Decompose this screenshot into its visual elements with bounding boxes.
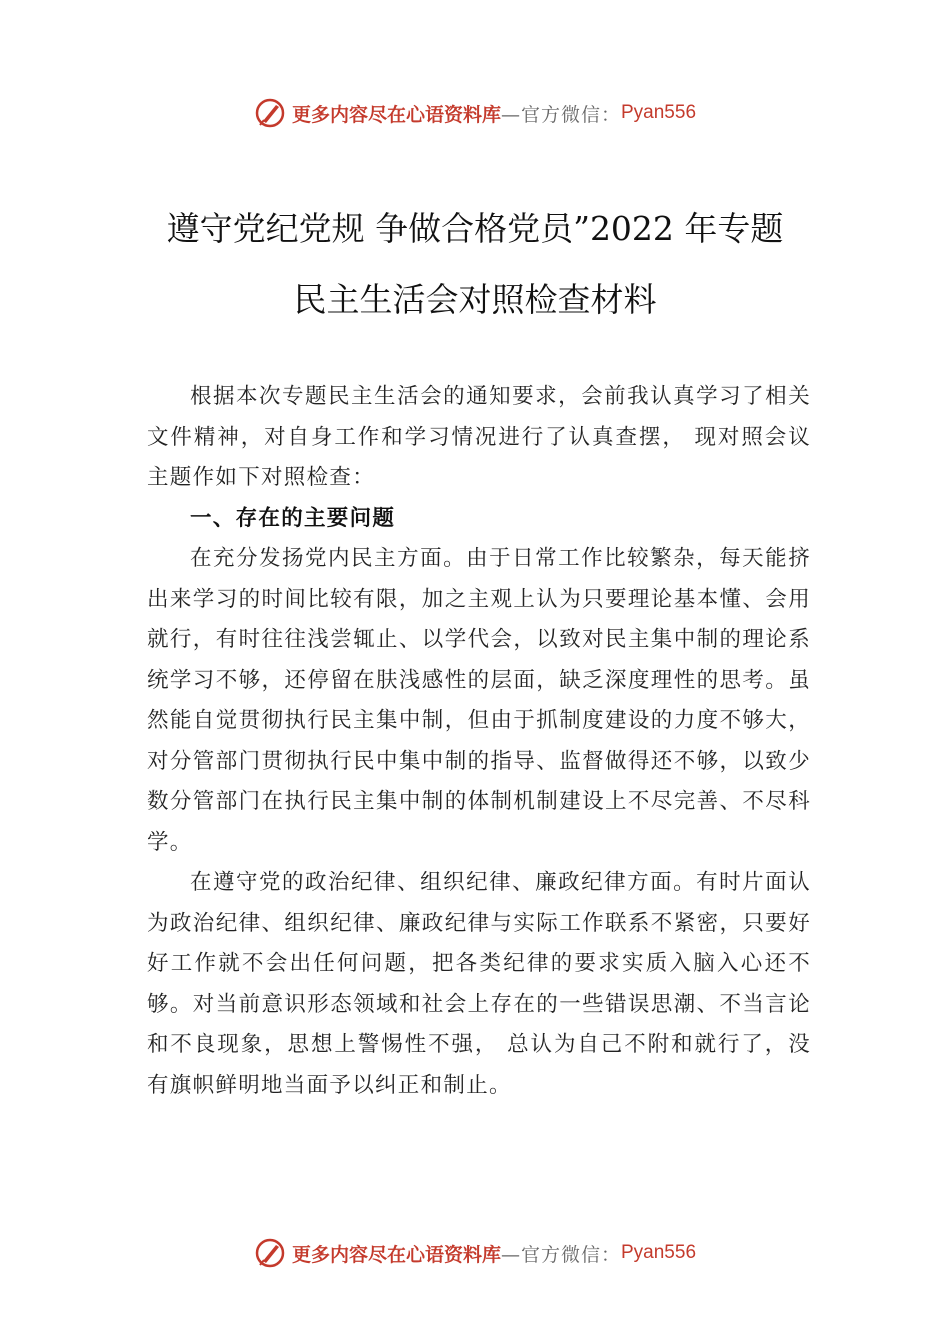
intro-paragraph: 根据本次专题民主生活会的通知要求，会前我认真学习了相关文件精神，对自身工作和学习情况进行了认真查摆， 现对照会议主题作如下对照检查： bbox=[147, 384, 811, 490]
footer-watermark bbox=[0, 1236, 950, 1270]
watermark-wechat-label: —官方微信： bbox=[500, 103, 621, 126]
watermark-brand-text: 更多内容尽在心语资料库 bbox=[291, 103, 501, 126]
watermark-wechat-label: —官方微信： bbox=[500, 1243, 621, 1266]
document-title-line1: 遵守党纪党规 争做合格党员”2022 年专题 bbox=[166, 209, 784, 248]
document-body bbox=[147, 377, 811, 1106]
header-watermark bbox=[0, 96, 950, 130]
body-paragraph-democracy: 在充分发扬党内民主方面。由于日常工作比较繁杂，每天能挤出来学习的时间比较有限，加之主观上认为只要理论基本懂、会用就行，有时往往浅尝辄止、以学代会，以致对民主集中制的理论系统学习不够，还停留在肤浅感性的层面，缺乏深度理性的思考。虽然能自觉贯彻执行民主集中制，但由于抓制度建设的力度不够大，对分管部门贯彻执行民中集中制的指导、监督做得还不够，以致少数分管部门在执行民主集中制的体制机制建设上不尽完善、不尽科学。 bbox=[147, 546, 811, 855]
watermark-wechat-id: Pyan556 bbox=[621, 1242, 697, 1263]
section-heading: 一、存在的主要问题 bbox=[190, 505, 396, 531]
watermark-wechat-id: Pyan556 bbox=[621, 102, 697, 123]
quill-logo-icon bbox=[254, 97, 286, 129]
body-paragraph-discipline: 在遵守党的政治纪律、组织纪律、廉政纪律方面。有时片面认为政治纪律、组织纪律、廉政纪律与实际工作联系不紧密，只要好好工作就不会出任何问题，把各类纪律的要求实质入脑入心还不够。对当前意识形态领域和社会上存在的一些错误思潮、不当言论和不良现象，思想上警惕性不强， 总认为自己不附和就行了，没有旗帜鲜明地当面予以纠正和制止。 bbox=[147, 870, 811, 1098]
watermark-brand-text: 更多内容尽在心语资料库 bbox=[291, 1243, 501, 1266]
document-title-line2: 民主生活会对照检查材料 bbox=[293, 280, 657, 319]
quill-logo-icon bbox=[254, 1237, 286, 1269]
